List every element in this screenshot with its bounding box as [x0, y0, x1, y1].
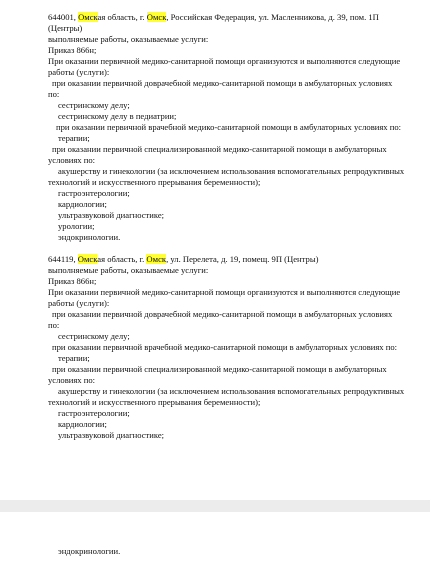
doctor-care-text: при оказании первичной врачебной медико-санитарной помощи в амбулаторных условиях по: — [52, 342, 398, 352]
service-item: гастроэнтерологии; — [58, 408, 130, 418]
service-item: терапии; — [58, 133, 90, 143]
service-item: сестринскому делу в педиатрии; — [58, 111, 177, 121]
primary-care-text: работы (услуги): — [48, 298, 110, 308]
address-line-2: 644119, Омская область, г. Омск, ул. Перелета, д. 19, помещ. 9П (Центры) — [48, 254, 319, 264]
pre-doctor-care-text: при оказании первичной доврачебной медико-санитарной помощи в амбулаторных условиях — [52, 78, 393, 88]
specialized-care-text: условиях по: — [48, 375, 96, 385]
pre-doctor-care-text: при оказании первичной доврачебной медико-санитарной помощи в амбулаторных условиях — [52, 309, 393, 319]
postal-code: 644119, — [48, 254, 76, 264]
highlight-omsk: Омск — [146, 12, 167, 22]
services-intro: выполняемые работы, оказываемые услуги: — [48, 265, 209, 275]
document-page-2 — [0, 512, 430, 564]
service-item: ультразвуковой диагностике; — [58, 430, 165, 440]
service-item: гастроэнтерологии; — [58, 188, 130, 198]
service-item: акушерству и гинекологии (за исключением использования вспомогательных репродуктивных — [58, 386, 405, 396]
service-item: эндокринологии. — [58, 232, 121, 242]
address-line-1: 644001, Омская область, г. Омск, Российская Федерация, ул. Масленникова, д. 39, пом. 1П — [48, 12, 379, 22]
doctor-care-text: при оказании первичной врачебной медико-санитарной помощи в амбулаторных условиях по: — [56, 122, 402, 132]
document-text — [48, 12, 412, 441]
primary-care-text: работы (услуги): — [48, 67, 110, 77]
services-intro: выполняемые работы, оказываемые услуги: — [48, 34, 209, 44]
primary-care-text: При оказании первичной медико-санитарной помощи организуются и выполняются следующие — [48, 56, 401, 66]
service-item: кардиологии; — [58, 199, 107, 209]
highlight-omsk: Омск — [77, 254, 98, 264]
postal-code: 644001, — [48, 12, 76, 22]
centers-label: (Центры) — [48, 23, 83, 33]
service-item: ультразвуковой диагностике; — [58, 210, 165, 220]
order-number: Приказ 866н; — [48, 45, 97, 55]
specialized-care-text: при оказании первичной специализированной медико-санитарной помощи в амбулаторных — [52, 144, 387, 154]
service-item: кардиологии; — [58, 419, 107, 429]
service-item: акушерству и гинекологии (за исключением использования вспомогательных репродуктивных — [58, 166, 405, 176]
pre-doctor-care-text: по: — [48, 320, 60, 330]
primary-care-text: При оказании первичной медико-санитарной помощи организуются и выполняются следующие — [48, 287, 401, 297]
spacer — [48, 243, 412, 254]
highlight-omsk: Омск — [146, 254, 167, 264]
service-item: сестринскому делу; — [58, 100, 130, 110]
service-item: урологии; — [58, 221, 95, 231]
service-item: сестринскому делу; — [58, 331, 130, 341]
order-number: Приказ 866н; — [48, 276, 97, 286]
service-item: терапии; — [58, 353, 90, 363]
specialized-care-text: условиях по: — [48, 155, 96, 165]
page-separator — [0, 500, 430, 512]
service-item: эндокринологии. — [58, 546, 121, 556]
specialized-care-text: при оказании первичной специализированной медико-санитарной помощи в амбулаторных — [52, 364, 387, 374]
service-item: технологий и искусственного прерывания беременности); — [48, 177, 261, 187]
service-item: технологий и искусственного прерывания беременности); — [48, 397, 261, 407]
pre-doctor-care-text: по: — [48, 89, 60, 99]
highlight-omsk: Омск — [78, 12, 98, 22]
